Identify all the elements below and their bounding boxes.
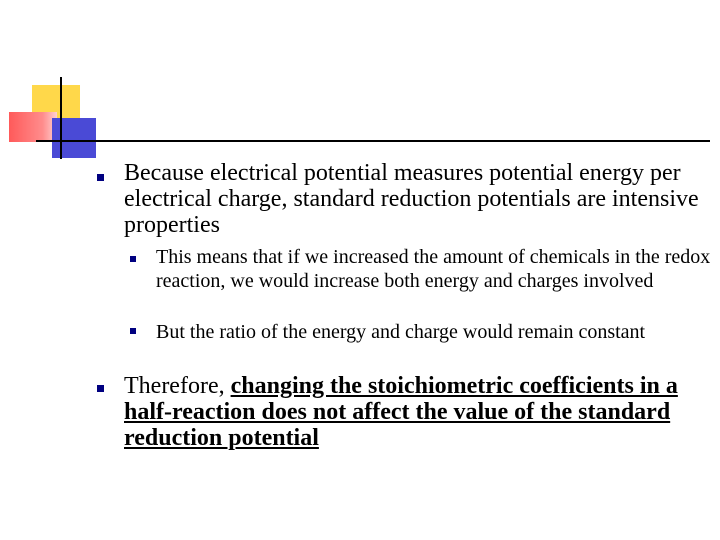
logo-blue-square [52, 118, 96, 158]
bullet-text-2-emphasis: changing the stoichiometric coefficients in a half-reaction does not affect the value of the standard reduction potential [124, 373, 678, 451]
bullet-square-icon [97, 385, 104, 392]
sub-bullet-text-2: But the ratio of the energy and charge would remain constant [156, 321, 646, 343]
logo-red-bar [9, 112, 57, 142]
bullet-text-2-plain: Therefore, [124, 373, 231, 399]
title-divider-line [36, 140, 710, 142]
bullet-text-2 [124, 373, 704, 451]
bullet-text-1: Because electrical potential measures potential energy per electrical charge, standard reduction potentials are intensive properties [124, 160, 699, 238]
logo-vertical-line [60, 77, 62, 159]
bullet-square-icon [97, 174, 104, 181]
sub-bullet-square-icon [130, 328, 136, 334]
sub-bullet-text-1: This means that if we increased the amount of chemicals in the redox reaction, we would increase both energy and charges involved [156, 246, 711, 292]
sub-bullet-square-icon [130, 256, 136, 262]
